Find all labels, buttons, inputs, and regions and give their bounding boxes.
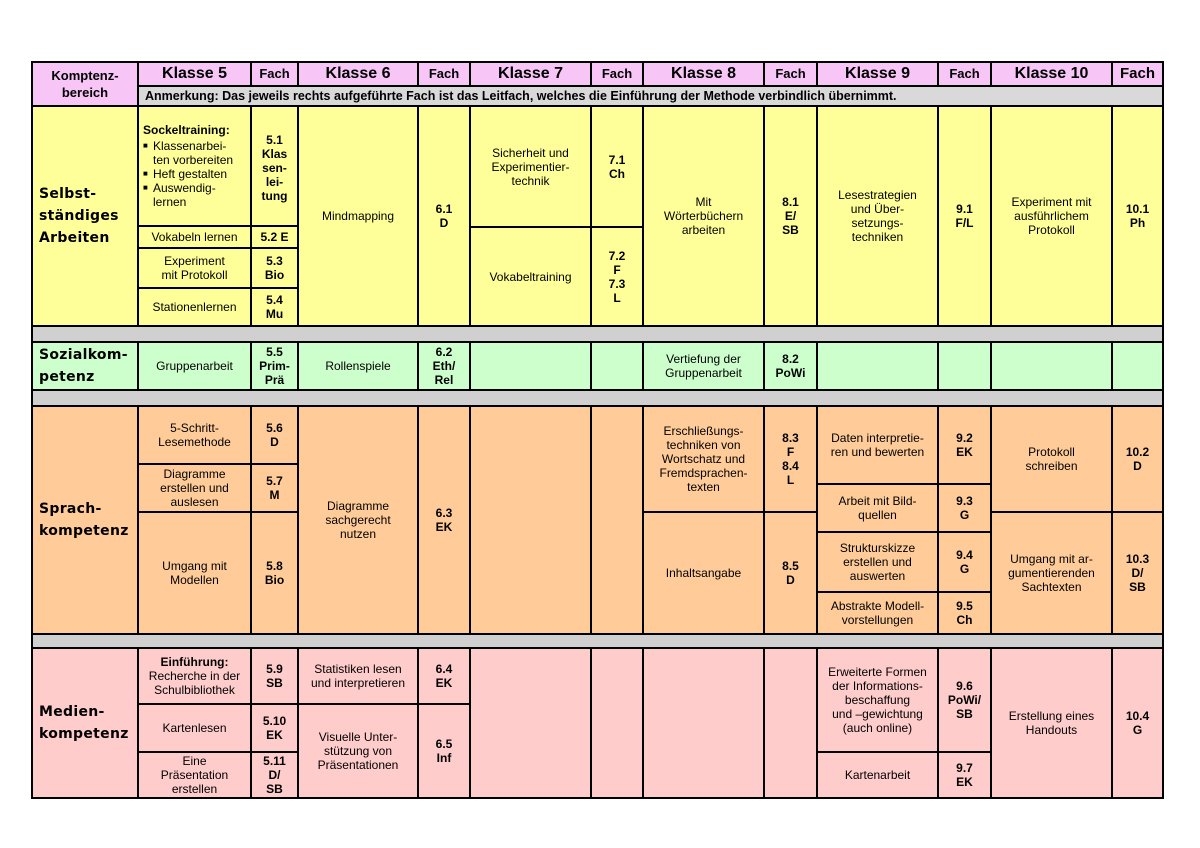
header-fach-5: Fach	[251, 62, 298, 86]
woerterbuecher-cell: Mit Wörterbüchern arbeiten	[643, 106, 764, 326]
inhaltsangabe-cell: Inhaltsangabe	[643, 512, 764, 634]
section-sprachkompetenz: Sprach- kompetenz	[32, 406, 138, 634]
header-bereich: Komptenz- bereich	[32, 62, 138, 106]
gruppenarbeit-cell: Gruppenarbeit	[138, 342, 251, 390]
umgang-modellen-cell: Umgang mit Modellen	[138, 512, 251, 634]
fach-10-1: 10.1 Ph	[1112, 106, 1163, 326]
separator	[32, 390, 1163, 406]
note-leitfach: Anmerkung: Das jeweils rechts aufgeführte Fach ist das Leitfach, welches die Einführung der Methode verbindlich übernimmt.	[138, 86, 1163, 106]
empty-cell	[591, 648, 643, 798]
diagramme-nutzen-cell: Diagramme sachgerecht nutzen	[298, 406, 418, 634]
header-fach-10: Fach	[1112, 62, 1163, 86]
header-klasse-7: Klasse 7	[470, 62, 591, 86]
section-medienkompetenz: Medien- kompetenz	[32, 648, 138, 798]
fach-10-3: 10.3 D/ SB	[1112, 512, 1163, 634]
header-klasse-6: Klasse 6	[298, 62, 418, 86]
fach-5-7: 5.7 M	[251, 464, 298, 512]
fach-9-6: 9.6 PoWi/ SB	[938, 648, 991, 752]
vertiefung-gruppenarbeit-cell: Vertiefung der Gruppenarbeit	[643, 342, 764, 390]
fach-8-2: 8.2 PoWi	[764, 342, 817, 390]
fach-6-4: 6.4 EK	[418, 648, 470, 704]
daten-interpretieren-cell: Daten interpretie- ren und bewerten	[817, 406, 938, 484]
recherche-text: Recherche in der Schulbibliothek	[148, 669, 241, 697]
protokoll-schreiben-cell: Protokoll schreiben	[991, 406, 1112, 512]
informationsbeschaffung-cell: Erweiterte Formen der Informations- beschaffung und –gewichtung (auch online)	[817, 648, 938, 752]
fach-7-1: 7.1 Ch	[591, 106, 643, 227]
sockeltraining-cell	[138, 106, 251, 226]
header-klasse-9: Klasse 9	[817, 62, 938, 86]
empty-cell	[938, 342, 991, 390]
fach-7-2-7-3: 7.2 F 7.3 L	[591, 227, 643, 326]
header-fach-9: Fach	[938, 62, 991, 86]
fach-5-10: 5.10 EK	[251, 704, 298, 752]
lesestrategien-cell: Lesestrategien und Über- setzungs- techniken	[817, 106, 938, 326]
fach-5-6: 5.6 D	[251, 406, 298, 464]
kartenarbeit-cell: Kartenarbeit	[817, 752, 938, 798]
fach-5-1: 5.1 Klas sen- lei- tung	[251, 106, 298, 226]
fach-9-1: 9.1 F/L	[938, 106, 991, 326]
header-fach-6: Fach	[418, 62, 470, 86]
experiment-protokoll-cell: Experiment mit Protokoll	[138, 248, 251, 288]
section-sozialkompetenz: Sozialkom- petenz	[32, 342, 138, 390]
empty-cell	[991, 342, 1112, 390]
fach-9-7: 9.7 EK	[938, 752, 991, 798]
sockeltraining-title: Sockeltraining:	[143, 123, 230, 137]
fach-6-5: 6.5 Inf	[418, 704, 470, 798]
fach-6-3: 6.3 EK	[418, 406, 470, 634]
empty-cell	[643, 648, 764, 798]
fach-9-5: 9.5 Ch	[938, 592, 991, 634]
fach-5-3: 5.3 Bio	[251, 248, 298, 288]
header-klasse-5: Klasse 5	[138, 62, 251, 86]
kartenlesen-cell: Kartenlesen	[138, 704, 251, 752]
sachtexte-cell: Umgang mit ar- gumentierenden Sachtexten	[991, 512, 1112, 634]
fach-5-4: 5.4 Mu	[251, 288, 298, 326]
fach-5-8: 5.8 Bio	[251, 512, 298, 634]
visuelle-unterstuetzung-cell: Visuelle Unter- stützung von Präsentationen	[298, 704, 418, 798]
header-fach-7: Fach	[591, 62, 643, 86]
separator	[32, 326, 1163, 342]
fach-9-4: 9.4 G	[938, 532, 991, 592]
list-item: ■ Klassenarbei- ten vorbereiten	[143, 139, 233, 167]
rollenspiele-cell: Rollenspiele	[298, 342, 418, 390]
fach-5-5: 5.5 Prim- Prä	[251, 342, 298, 390]
fach-10-4: 10.4 G	[1112, 648, 1163, 798]
bildquellen-cell: Arbeit mit Bild- quellen	[817, 484, 938, 532]
stationenlernen-cell: Stationenlernen	[138, 288, 251, 326]
fach-6-2: 6.2 Eth/ Rel	[418, 342, 470, 390]
empty-cell	[817, 342, 938, 390]
empty-cell	[764, 648, 817, 798]
vokabeltraining-cell: Vokabeltraining	[470, 227, 591, 326]
strukturskizze-cell: Strukturskizze erstellen und auswerten	[817, 532, 938, 592]
list-item: ■ Auswendig- lernen	[143, 181, 216, 209]
empty-cell	[470, 648, 591, 798]
praesentation-erstellen-cell: Eine Präsentation erstellen	[138, 752, 251, 798]
diagramme-erstellen-cell: Diagramme erstellen und auslesen	[138, 464, 251, 512]
fach-5-2: 5.2 E	[251, 226, 298, 248]
fach-8-3-8-4: 8.3 F 8.4 L	[764, 406, 817, 512]
recherche-cell	[138, 648, 251, 704]
empty-cell	[470, 342, 591, 390]
separator	[32, 634, 1163, 648]
modellvorstellungen-cell: Abstrakte Modell- vorstellungen	[817, 592, 938, 634]
fach-9-3: 9.3 G	[938, 484, 991, 532]
header-fach-8: Fach	[764, 62, 817, 86]
list-item: ■ Heft gestalten	[143, 167, 227, 181]
fach-8-1: 8.1 E/ SB	[764, 106, 817, 326]
fach-8-5: 8.5 D	[764, 512, 817, 634]
empty-cell	[591, 342, 643, 390]
fach-6-1: 6.1 D	[418, 106, 470, 326]
sicherheit-experimentiertechnik-cell: Sicherheit und Experimentier- technik	[470, 106, 591, 227]
einfuehrung-title: Einführung:	[160, 655, 229, 669]
vokabeln-lernen-cell: Vokabeln lernen	[138, 226, 251, 248]
erschliessungstechniken-cell: Erschließungs- techniken von Wortschatz und Fremdsprachen- texten	[643, 406, 764, 512]
experiment-ausfuehrlich-cell: Experiment mit ausführlichem Protokoll	[991, 106, 1112, 326]
empty-cell	[470, 406, 591, 634]
fach-9-2: 9.2 EK	[938, 406, 991, 484]
mindmapping-cell: Mindmapping	[298, 106, 418, 326]
section-selbststaendiges-arbeiten: Selbst- ständiges Arbeiten	[32, 106, 138, 326]
empty-cell	[1112, 342, 1163, 390]
statistiken-cell: Statistiken lesen und interpretieren	[298, 648, 418, 704]
header-klasse-8: Klasse 8	[643, 62, 764, 86]
fach-5-9: 5.9 SB	[251, 648, 298, 704]
fach-10-2: 10.2 D	[1112, 406, 1163, 512]
fach-5-11: 5.11 D/ SB	[251, 752, 298, 798]
handouts-cell: Erstellung eines Handouts	[991, 648, 1112, 798]
empty-cell	[591, 406, 643, 634]
lesemethode-cell: 5-Schritt- Lesemethode	[138, 406, 251, 464]
header-klasse-10: Klasse 10	[991, 62, 1112, 86]
